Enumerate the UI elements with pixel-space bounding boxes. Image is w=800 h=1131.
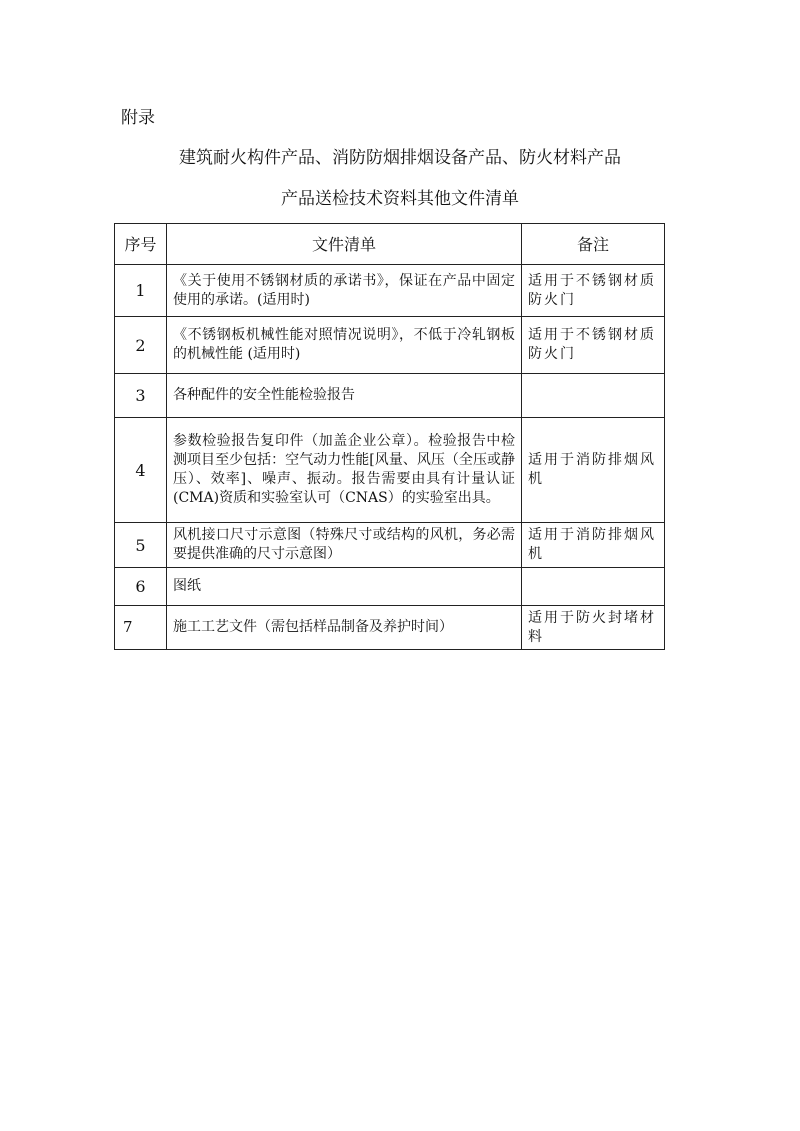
row-number: 4 <box>115 418 167 523</box>
appendix-label: 附录 <box>121 108 155 128</box>
header-serial-number: 序号 <box>115 224 167 265</box>
row-document: 施工工艺文件（需包括样品制备及养护时间） <box>167 606 522 650</box>
row-number: 3 <box>115 374 167 418</box>
table-row <box>115 374 665 418</box>
row-remark: 适用于消防排烟风机 <box>522 523 665 568</box>
table-row <box>115 265 665 317</box>
row-number: 1 <box>115 265 167 317</box>
row-number: 6 <box>115 568 167 606</box>
document-list-table <box>114 223 665 650</box>
row-remark: 适用于消防排烟风机 <box>522 418 665 523</box>
table-row <box>115 568 665 606</box>
row-document: 《不锈钢板机械性能对照情况说明》，不低于冷轧钢板的机械性能 (适用时) <box>167 317 522 374</box>
document-title-line-1: 建筑耐火构件产品、消防防烟排烟设备产品、防火材料产品 <box>179 148 621 168</box>
table-row <box>115 606 665 650</box>
header-remarks: 备注 <box>522 224 665 265</box>
table-row <box>115 523 665 568</box>
row-remark <box>522 568 665 606</box>
row-document: 参数检验报告复印件（加盖企业公章）。检验报告中检测项目至少包括：空气动力性能[风量、风压（全压或静压）、效率]、噪声、振动。报告需要由具有计量认证(CMA)资质和实验室认可（CNAS）的实验室出具。 <box>167 418 522 523</box>
row-remark: 适用于不锈钢材质防火门 <box>522 265 665 317</box>
table-row <box>115 418 665 523</box>
document-title-line-2: 产品送检技术资料其他文件清单 <box>281 189 519 209</box>
table-header-row <box>115 224 665 265</box>
row-number: 7 <box>115 606 167 650</box>
row-number: 2 <box>115 317 167 374</box>
row-document: 图纸 <box>167 568 522 606</box>
row-document: 风机接口尺寸示意图（特殊尺寸或结构的风机，务必需要提供准确的尺寸示意图） <box>167 523 522 568</box>
row-remark: 适用于不锈钢材质防火门 <box>522 317 665 374</box>
row-number: 5 <box>115 523 167 568</box>
table-row <box>115 317 665 374</box>
row-remark <box>522 374 665 418</box>
row-remark: 适用于防火封堵材料 <box>522 606 665 650</box>
header-document-list: 文件清单 <box>167 224 522 265</box>
row-document: 《关于使用不锈钢材质的承诺书》，保证在产品中固定使用的承诺。(适用时) <box>167 265 522 317</box>
row-document: 各种配件的安全性能检验报告 <box>167 374 522 418</box>
